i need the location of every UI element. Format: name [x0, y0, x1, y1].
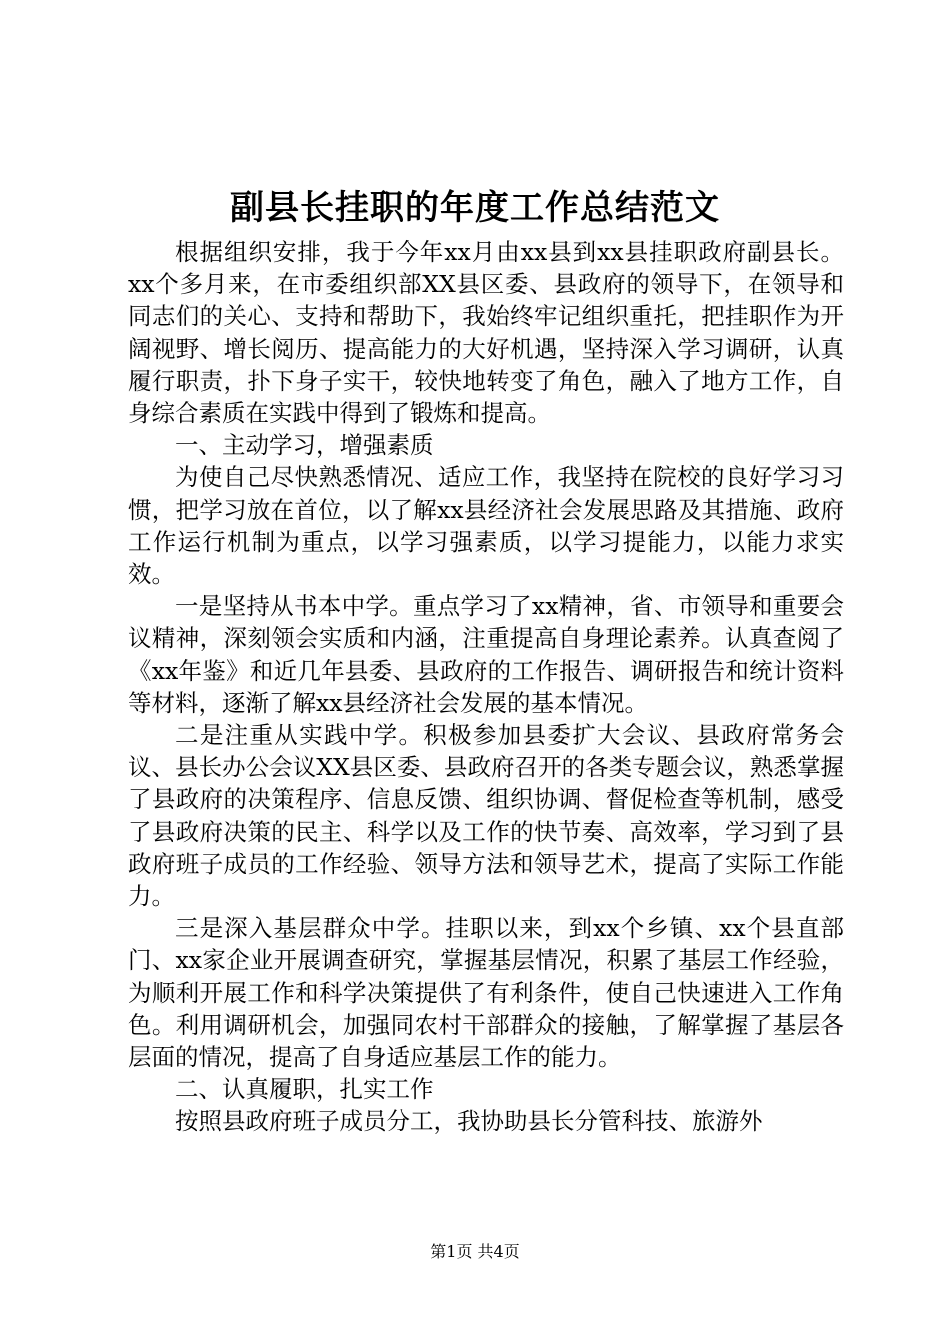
page-footer: 第1页 共4页 — [430, 1242, 520, 1261]
paragraph-study-books: 一是坚持从书本中学。重点学习了xx精神，省、市领导和重要会议精神，深刻领会实质和内涵，注重提高自身理论素养。认真查阅了《xx年鉴》和近几年县委、县政府的工作报告、调研报告和统计资料等材料，逐渐了解xx县经济社会发展的基本情况。 — [128, 592, 844, 717]
section-heading-2: 二、认真履职，扎实工作 — [175, 1075, 434, 1104]
paragraph-study-practice: 二是注重从实践中学。积极参加县委扩大会议、县政府常务会议、县长办公会议XX县区委、县政府召开的各类专题会议，熟悉掌握了县政府的决策程序、信息反馈、组织协调、督促检查等机制，感受了县政府决策的民主、科学以及工作的快节奏、高效率，学习到了县政府班子成员的工作经验、领导方法和领导艺术，提高了实际工作能力。 — [128, 721, 844, 911]
paragraph-study-overview: 为使自己尽快熟悉情况、适应工作，我坚持在院校的良好学习习惯，把学习放在首位，以了解xx县经济社会发展思路及其措施、政府工作运行机制为重点，以学习强素质，以学习提能力，以能力求实效。 — [128, 463, 844, 589]
document-body — [128, 236, 844, 1138]
paragraph-study-grassroots: 三是深入基层群众中学。挂职以来，到xx个乡镇、xx个县直部门、xx家企业开展调查研究，掌握基层情况，积累了基层工作经验，为顺利开展工作和科学决策提供了有利条件，使自己快速进入工作角色。利用调研机会，加强同农村干部群众的接触，了解掌握了基层各层面的情况，提高了自身适应基层工作的能力。 — [128, 914, 844, 1072]
document-title: 副县长挂职的年度工作总结范文 — [230, 188, 720, 228]
paragraph-duties: 按照县政府班子成员分工，我协助县长分管科技、旅游外 — [175, 1107, 763, 1136]
paragraph-intro: 根据组织安排，我于今年xx月由xx县到xx县挂职政府副县长。xx个多月来，在市委组织部XX县区委、县政府的领导下，在领导和同志们的关心、支持和帮助下，我始终牢记组织重托，把挂职作为开阔视野、增长阅历、提高能力的大好机遇，坚持深入学习调研，认真履行职责，扑下身子实干，较快地转变了角色，融入了地方工作，自身综合素质在实践中得到了锻炼和提高。 — [128, 238, 844, 428]
section-heading-1: 一、主动学习，增强素质 — [175, 431, 434, 460]
